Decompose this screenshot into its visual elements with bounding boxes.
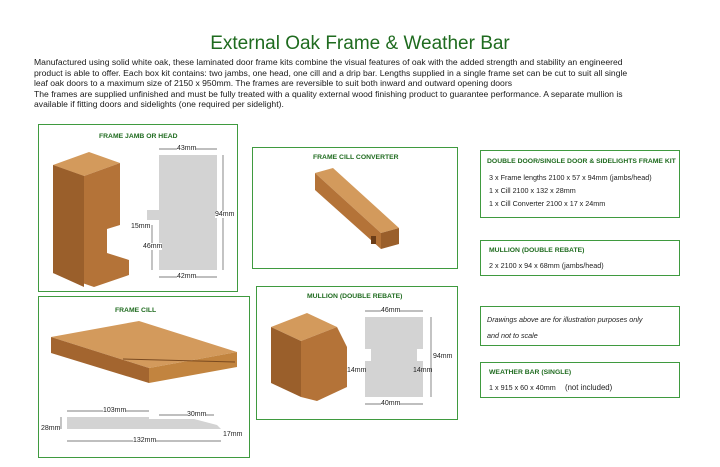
dim-label: 94mm <box>433 353 453 360</box>
dim-label: 17mm <box>223 431 243 438</box>
frame-cill-panel <box>38 296 250 458</box>
dim-label: 43mm <box>177 145 197 152</box>
intro-text <box>34 57 694 110</box>
weather-bar-box <box>480 362 680 398</box>
panel-title: FRAME JAMB OR HEAD <box>99 133 178 140</box>
page-title: External Oak Frame & Weather Bar <box>210 33 510 54</box>
converter-groove <box>371 236 376 244</box>
intro-line: Manufactured using solid white oak, these laminated door frame kits combine the visual features of oak with the added strength and stability an engineered <box>34 57 623 67</box>
dim-label: 42mm <box>177 273 197 280</box>
dim-label: 30mm <box>187 411 207 418</box>
dim-label: 15mm <box>131 223 151 230</box>
dim-label: 46mm <box>143 243 163 250</box>
frame-jamb-panel <box>38 124 238 292</box>
dim-label: 94mm <box>215 211 235 218</box>
panel-title: FRAME CILL CONVERTER <box>313 154 399 161</box>
mullion-panel <box>256 286 458 420</box>
weather-bar-item: 1 x 915 x 60 x 40mm <box>489 383 556 392</box>
dim-label: 46mm <box>381 307 401 314</box>
panel-title: FRAME CILL <box>115 307 157 314</box>
frame-jamb-illustration <box>39 125 239 293</box>
panel-title: MULLION (DOUBLE REBATE) <box>307 293 403 300</box>
intro-line: product is able to offer. Each box kit contains: two jambs, one head, one cill and a drip bar. Lengths supplied in a single frame set can be cut to suit all single <box>34 67 628 78</box>
kit-item: 1 x Cill 2100 x 132 x 28mm <box>489 186 576 195</box>
illustration-note-box <box>480 306 680 346</box>
intro-line: The frames are supplied unfinished and must be fully treated with a quality external wood finishing product to guarantee performance. A separate mullion is <box>34 88 623 99</box>
jamb-profile <box>147 155 217 270</box>
note-line: and not to scale <box>487 331 538 340</box>
mullion-illustration <box>257 287 459 421</box>
kit-item: 1 x Cill Converter 2100 x 17 x 24mm <box>489 199 606 208</box>
dim-label: 14mm <box>347 367 367 374</box>
kit-item: 3 x Frame lengths 2100 x 57 x 94mm (jambs/head) <box>489 173 652 182</box>
dim-label: 40mm <box>381 400 401 407</box>
mullion-profile <box>365 317 423 397</box>
dim-label: 103mm <box>103 407 127 414</box>
mullion-item: 2 x 2100 x 94 x 68mm (jambs/head) <box>489 261 604 270</box>
frame-kit-box <box>480 150 680 218</box>
box-title: WEATHER BAR (SINGLE) <box>489 369 572 376</box>
mullion-box <box>480 240 680 276</box>
box-title: MULLION (DOUBLE REBATE) <box>489 247 585 254</box>
dim-label: 14mm <box>413 367 433 374</box>
cill-converter-illustration <box>253 148 459 270</box>
intro-line: leaf oak doors to a maximum size of 2150 x 950mm. The frames are reversible to suit both inward and outward opening doors <box>34 78 512 89</box>
intro-line: available if fitting doors and sidelights (one required per sidelight). <box>34 99 284 110</box>
dim-label: 132mm <box>133 437 157 444</box>
box-title: DOUBLE DOOR/SINGLE DOOR & SIDELIGHTS FRAME KIT <box>487 158 676 165</box>
weather-bar-note: (not included) <box>565 383 613 392</box>
frame-cill-illustration <box>39 297 251 459</box>
cill-converter-panel <box>252 147 458 269</box>
note-line: Drawings above are for illustration purposes only <box>487 315 643 324</box>
dim-label: 28mm <box>41 425 61 432</box>
cill-profile <box>67 417 221 429</box>
oak-jamb-front <box>53 165 84 287</box>
